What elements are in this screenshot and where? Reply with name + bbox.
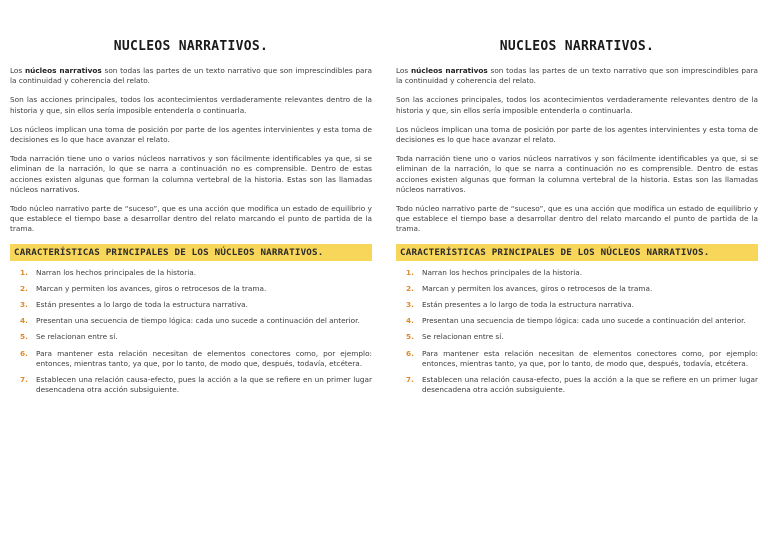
list-item [20,300,372,310]
list-number: 4. [406,316,414,326]
left-panel [10,38,372,401]
characteristics-list [396,268,758,395]
list-text: Están presentes a lo largo de toda la estructura narrativa. [422,300,634,310]
list-text: Se relacionan entre sí. [36,332,118,342]
list-item [406,300,758,310]
list-number: 6. [20,348,28,358]
list-text: Establecen una relación causa-efecto, pues la acción a la que se refiere en un primer lugar desencadena otra acción subsiguiente. [422,374,758,394]
intro-lead: Los [396,66,411,75]
list-item [406,268,758,278]
list-text: Narran los hechos principales de la historia. [36,267,197,277]
list-item [406,349,758,369]
intro-rest: son todas las partes de un texto narrativo que son imprescindibles para la continuidad y coherencia del relato. [396,66,759,86]
intro-lead: Los [10,66,25,75]
list-number: 5. [20,332,28,342]
list-item [20,349,372,369]
list-item [406,375,758,395]
intro-rest: son todas las partes de un texto narrativo que son imprescindibles para la continuidad y coherencia del relato. [10,66,373,86]
list-text: Para mantener esta relación necesitan de elementos conectores como, por ejemplo: entonces, mientras tanto, ya que, por lo tanto, de modo que, después, todavía, etcétera. [36,348,372,368]
paragraph: Son las acciones principales, todos los acontecimientos verdaderamente relevantes dentro de la historia y que, sin ellos sería imposible entenderla o continuarla. [396,95,758,115]
paragraph: Toda narración tiene uno o varios núcleos narrativos y son fácilmente identificables ya que, si se eliminan de la narración, lo que se narra a continuación no es comprensible. Dentro de estas acciones existen algunas que forman la columna vertebral de la historia. Estas son las llamadas núcleos narrativos. [396,154,758,194]
paragraph: Son las acciones principales, todos los acontecimientos verdaderamente relevantes dentro de la historia y que, sin ellos sería imposible entenderla o continuarla. [10,95,372,115]
list-text: Marcan y permiten los avances, giros o retrocesos de la trama. [36,283,267,293]
list-number: 3. [406,300,414,310]
right-panel [396,38,758,401]
paragraph: Toda narración tiene uno o varios núcleos narrativos y son fácilmente identificables ya que, si se eliminan de la narración, lo que se narra a continuación no es comprensible. Dentro de estas acciones existen algunas que forman la columna vertebral de la historia. Estas son las llamadas núcleos narrativos. [10,154,372,194]
list-number: 7. [406,374,414,384]
intro-term: núcleos narrativos [24,66,102,75]
page-title: NUCLEOS NARRATIVOS. [499,39,655,54]
list-text: Presentan una secuencia de tiempo lógica: cada uno sucede a continuación del anterior. [422,316,746,326]
intro-paragraph [396,66,758,86]
section-heading: CARACTERÍSTICAS PRINCIPALES DE LOS NÚCLEOS NARRATIVOS. [396,244,758,261]
list-item [20,332,372,342]
list-item [20,316,372,326]
list-number: 5. [406,332,414,342]
intro-paragraph [10,66,372,86]
list-text: Están presentes a lo largo de toda la estructura narrativa. [36,300,248,310]
list-number: 1. [20,267,28,277]
list-text: Narran los hechos principales de la historia. [422,267,583,277]
list-number: 2. [20,283,28,293]
section-heading: CARACTERÍSTICAS PRINCIPALES DE LOS NÚCLEOS NARRATIVOS. [10,244,372,261]
list-number: 4. [20,316,28,326]
list-number: 7. [20,374,28,384]
list-item [20,284,372,294]
list-text: Marcan y permiten los avances, giros o retrocesos de la trama. [422,283,653,293]
list-item [20,375,372,395]
paragraph: Los núcleos implican una toma de posición por parte de los agentes intervinientes y esta toma de decisiones es lo que hace avanzar el relato. [10,124,372,145]
list-text: Presentan una secuencia de tiempo lógica: cada uno sucede a continuación del anterior. [36,316,360,326]
list-item [406,284,758,294]
page-title: NUCLEOS NARRATIVOS. [113,39,269,54]
list-number: 6. [406,348,414,358]
list-number: 1. [406,267,414,277]
paragraph: Todo núcleo narrativo parte de “suceso”, que es una acción que modifica un estado de equilibrio y que establece el tiempo base a desarrollar dentro del relato marcando el punto de partida de la trama. [10,204,372,234]
list-item [406,332,758,342]
characteristics-list [10,268,372,395]
list-text: Establecen una relación causa-efecto, pues la acción a la que se refiere en un primer lugar desencadena otra acción subsiguiente. [36,374,372,394]
paragraph: Todo núcleo narrativo parte de “suceso”, que es una acción que modifica un estado de equilibrio y que establece el tiempo base a desarrollar dentro del relato marcando el punto de partida de la trama. [396,204,758,234]
list-item [406,316,758,326]
intro-term: núcleos narrativos [410,66,488,75]
list-text: Se relacionan entre sí. [422,332,504,342]
list-number: 3. [20,300,28,310]
list-item [20,268,372,278]
list-number: 2. [406,283,414,293]
paragraph: Los núcleos implican una toma de posición por parte de los agentes intervinientes y esta toma de decisiones es lo que hace avanzar el relato. [396,124,758,145]
list-text: Para mantener esta relación necesitan de elementos conectores como, por ejemplo: entonces, mientras tanto, ya que, por lo tanto, de modo que, después, todavía, etcétera. [422,348,758,368]
